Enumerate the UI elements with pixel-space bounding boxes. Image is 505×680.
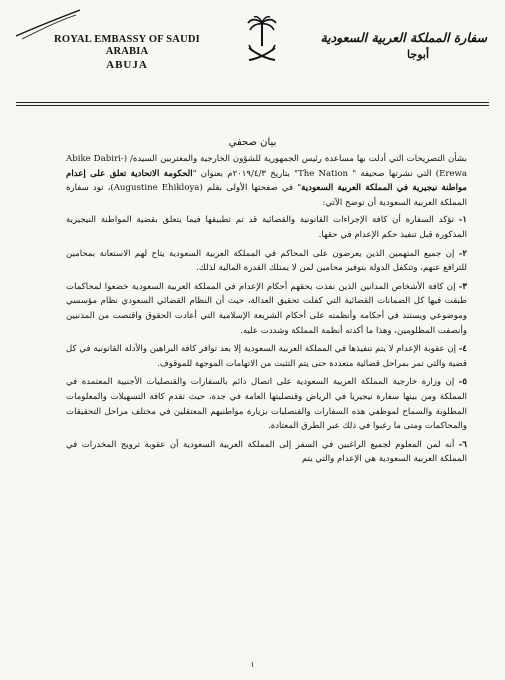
list-item-text: أنه لمن المعلوم لجميع الراغبين في السفر إلى المملكة العربية السعودية أن عقوبة ترويج المخدرات في المملكة العربية السعودية هي الإعدام والتي يتم (66, 439, 467, 465)
letterhead-english (52, 34, 202, 72)
list-item-number: ١- (458, 215, 467, 226)
list-item (66, 247, 467, 276)
embassy-name-ar: سفارة المملكة العربية السعودية (320, 30, 487, 45)
embassy-city-ar: أبوجا (407, 48, 429, 62)
document-title: بيان صحفي (228, 137, 277, 148)
page-number: ١ (250, 660, 255, 669)
list-item-number: ٢- (458, 248, 467, 259)
list-item (66, 280, 467, 338)
list-item (66, 375, 467, 433)
list-item-number: ٥- (458, 377, 467, 388)
embassy-name-en: ROYAL EMBASSY OF SAUDI ARABIA (54, 34, 200, 58)
letterhead-rule-second (16, 105, 489, 106)
list-item (66, 342, 467, 371)
list-item-text: إن وزارة خارجية المملكة العربية السعودية على اتصال دائم بالسفارات والقنصليات الأجنبية المعتمدة في المملكة ومن بينها سفارة نيجيريا في الرياض وقنصليتها العامة في جدة، حيث تقدم كافة التسهيلات والمعلومات المطلوبة والسماح لموظفي هذه السفارات والقنصليات بزيارة مواطنيهم المعتقلين في مختلف مراحل التحقيقات والمحاكمات ومتى ما رغبوا في ذلك عبر الطرق المعتادة. (66, 377, 467, 432)
intro-paragraph (66, 152, 467, 210)
list-item-text: إن جميع المتهمين الذين يعرضون على المحاكم في المملكة العربية السعودية يتاح لهم الاستعانة بمحامين للترافع عنهم، وتتكفل الدولة بتوفير محامين لمن لا يمتلك القدرة المالية لذلك. (66, 248, 467, 274)
letterhead-arabic (297, 30, 487, 63)
list-item-text: إن كافة الأشخاص المدانين الذين نفذت بحقهم أحكام الإعدام في المملكة العربية السعودية خضعوا لمحاكمات طبقت فيها كل الضمانات القضائية التي كفلت تحقيق العدالة، حيث أن النظام القضائي السعودي نظام مؤسسي وموضوعي ويستند في أحكامه وأنظمته على أحكام الشريعة الإسلامية التي أعادت الحقوق واقتصت من المذنبين وأنصفت المظلومين، وهذا ما أكدته أنظمة المملكة وشددت عليه. (66, 281, 467, 336)
list-item (66, 213, 467, 242)
list-item-number: ٤- (458, 344, 468, 355)
statement-list (66, 213, 467, 467)
list-item-text: إن عقوبة الإعدام لا يتم تنفيذها في المملكة العربية السعودية إلا بعد توافر كافة البراهين والأدلة القانونية في كل قضية والتي تمر بمراحل قضائية متعددة حتى يتم التثبت من الاتهامات الموجهة للموقوف. (66, 344, 467, 369)
palm-and-swords-emblem-icon (246, 14, 278, 64)
list-item-text: تؤكد السفارة أن كافة الإجراءات القانونية والقضائية قد تم تطبيقها فيما يتعلق بقضية المواطنة النيجيرية المذكورة قبل تنفيذ حكم الإعدام في حقها. (66, 215, 467, 240)
list-item-number: ٣- (458, 281, 467, 292)
list-item (66, 438, 467, 467)
document-body (66, 152, 467, 471)
list-item-number: ٦- (458, 439, 467, 450)
intro-bold-headline: الحكومة الاتحادية تعلق على إعدام مواطنة نيجيرية في المملكة العربية السعودية (66, 168, 468, 194)
letterhead-rule (16, 102, 489, 103)
embassy-city-en: ABUJA (106, 59, 148, 72)
intro-text: بشأن التصريحات التي أدلت بها مساعدة رئيس الجمهورية للشؤون الخارجية والمغتربين السيدة/ (Abike Dabiri-Erewa) التي نشرتها صحيفة " The Nation" بتاريخ ٢٠١٩/٤/٣م بعنوان " (66, 154, 468, 179)
intro-tail: " في صفحتها الأولى بقلم (Augustine Ehikloya)، تود سفارة المملكة العربية السعودية أن توضح الآتي: (66, 183, 467, 208)
